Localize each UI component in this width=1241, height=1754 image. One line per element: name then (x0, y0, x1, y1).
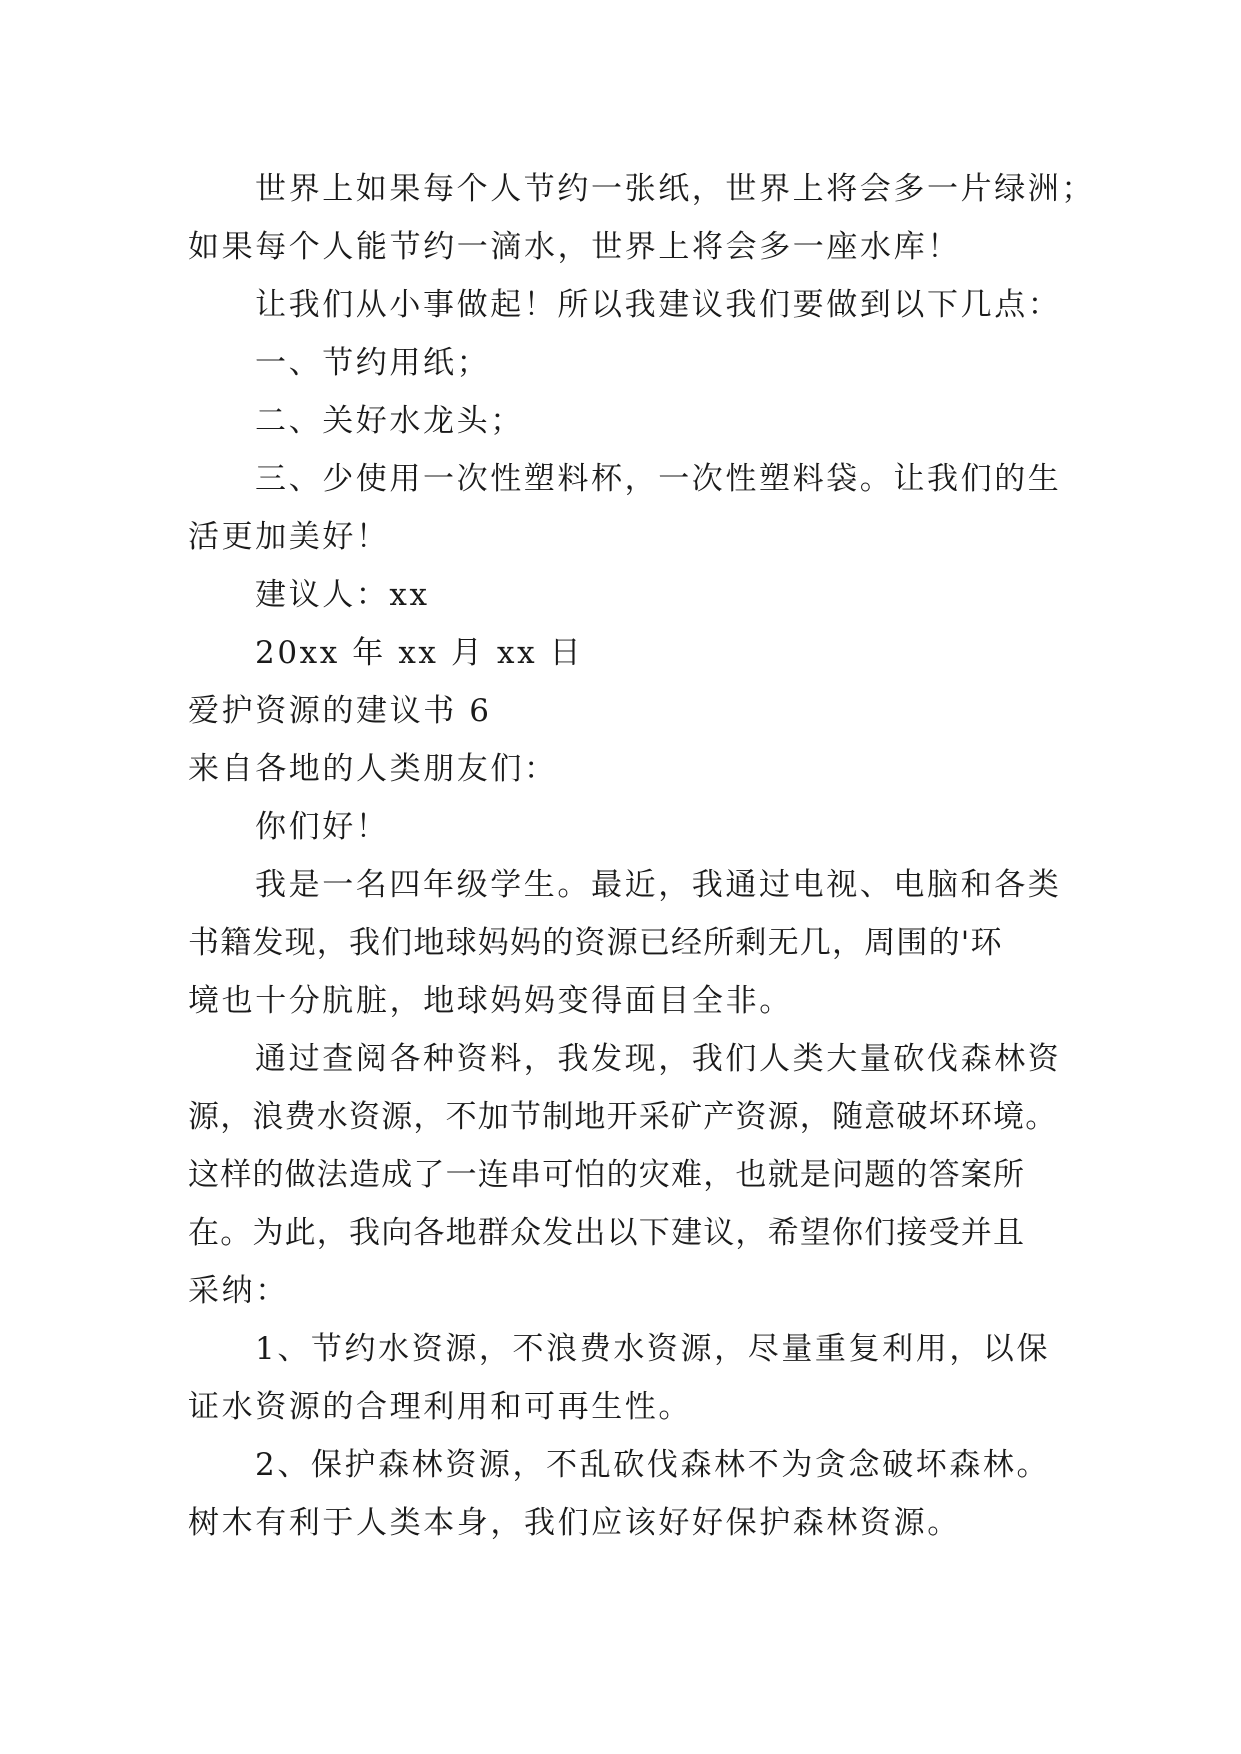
document-page (188, 160, 1095, 1552)
list-item: 2、保护森林资源，不乱砍伐森林不为贪念破坏森林。 (255, 1447, 1051, 1483)
paragraph-line: 我是一名四年级学生。最近，我通过电视、电脑和各类 (255, 867, 1062, 903)
list-item: 一、节约用纸； (255, 345, 491, 381)
paragraph-line: 让我们从小事做起！所以我建议我们要做到以下几点： (255, 287, 1062, 323)
signature-line: 建议人：xx (255, 577, 430, 613)
paragraph-line: 境也十分肮脏，地球妈妈变得面目全非。 (188, 983, 793, 1019)
salutation: 来自各地的人类朋友们： (188, 751, 558, 787)
paragraph-line: 树木有利于人类本身，我们应该好好保护森林资源。 (188, 1505, 961, 1541)
paragraph-line: 在。为此，我向各地群众发出以下建议，希望你们接受并且 (188, 1215, 1026, 1251)
list-item: 1、节约水资源，不浪费水资源，尽量重复利用，以保 (255, 1331, 1051, 1367)
paragraph-line: 世界上如果每个人节约一张纸，世界上将会多一片绿洲； (255, 171, 1095, 207)
paragraph-line: 活更加美好！ (188, 519, 390, 555)
paragraph-line: 源，浪费水资源，不加节制地开采矿产资源，随意破坏环境。 (188, 1099, 1058, 1135)
section-title: 爱护资源的建议书 6 (188, 693, 492, 729)
list-item: 三、少使用一次性塑料杯，一次性塑料袋。让我们的生 (255, 461, 1062, 497)
paragraph-line: 证水资源的合理利用和可再生性。 (188, 1389, 692, 1425)
paragraph-line: 采纳： (188, 1273, 289, 1309)
date-line: 20xx 年 xx 月 xx 日 (255, 635, 584, 671)
list-item: 二、关好水龙头； (255, 403, 524, 439)
paragraph-line: 通过查阅各种资料，我发现，我们人类大量砍伐森林资 (255, 1041, 1062, 1077)
paragraph-line: 这样的做法造成了一连串可怕的灾难，也就是问题的答案所 (188, 1157, 1026, 1193)
greeting: 你们好！ (255, 809, 390, 845)
paragraph-line: 书籍发现，我们地球妈妈的资源已经所剩无几，周围的'环 (188, 925, 1003, 961)
paragraph-line: 如果每个人能节约一滴水，世界上将会多一座水库！ (188, 229, 961, 265)
